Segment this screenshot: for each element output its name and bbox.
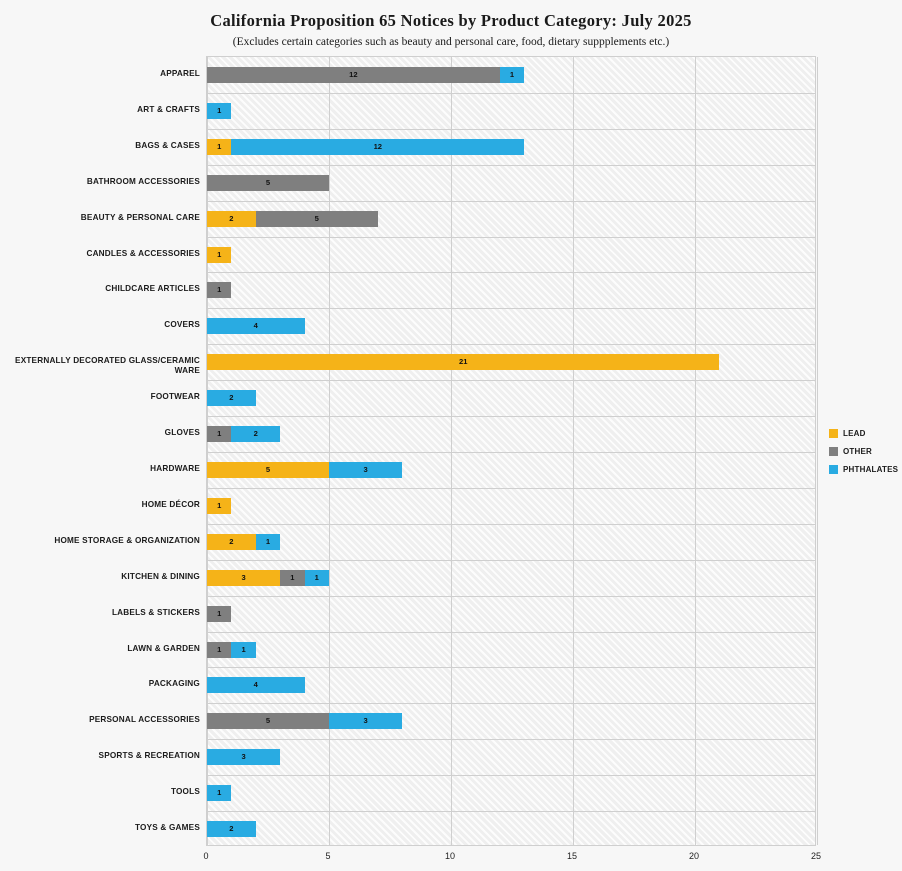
bar-value-label: 12	[349, 69, 358, 79]
bar-value-label: 21	[458, 357, 468, 367]
bar-segment	[207, 282, 231, 298]
bar-value-label: 5	[314, 213, 319, 223]
bar-segment	[207, 211, 256, 227]
axis-tick-label: 20	[688, 851, 700, 861]
category-label: BATHROOM ACCESSORIES	[86, 176, 200, 186]
axis-tick-label: 15	[566, 851, 578, 861]
bar-segment	[500, 67, 524, 83]
axis-tick-label: 0	[203, 851, 209, 861]
bar-row	[207, 713, 817, 749]
bar-segment	[207, 749, 280, 765]
bar-value-label: 1	[217, 429, 222, 439]
category-label: FOOTWEAR	[150, 392, 200, 402]
bar-row	[207, 677, 817, 713]
bar-segment	[207, 534, 256, 550]
bar-row	[207, 749, 817, 785]
bar-value-label: 2	[229, 824, 234, 834]
bar-segment	[207, 390, 256, 406]
bar-segment	[207, 103, 231, 119]
bar-segment	[207, 175, 329, 191]
category-label: PACKAGING	[148, 679, 200, 689]
bar-row	[207, 282, 817, 318]
category-label: ART & CRAFTS	[137, 104, 200, 114]
bar-value-label: 1	[217, 285, 222, 295]
bar-value-label: 1	[290, 572, 295, 582]
category-label: KITCHEN & DINING	[121, 571, 200, 581]
plot-area	[206, 56, 816, 846]
bar-segment	[231, 642, 255, 658]
category-label: TOYS & GAMES	[134, 823, 200, 833]
bar-value-label: 5	[265, 716, 271, 726]
category-label: BEAUTY & PERSONAL CARE	[80, 212, 200, 222]
legend-label: OTHER	[843, 446, 872, 456]
bar-row	[207, 318, 817, 354]
category-label: CANDLES & ACCESSORIES	[86, 248, 200, 258]
bar-value-label: 12	[373, 141, 383, 151]
category-label: HARDWARE	[150, 463, 200, 473]
legend-item[interactable]	[829, 460, 899, 478]
bar-row	[207, 426, 817, 462]
bar-segment	[207, 785, 231, 801]
category-label: CHILDCARE ARTICLES	[105, 284, 200, 294]
category-label: BAGS & CASES	[135, 140, 200, 150]
bar-value-label: 1	[217, 249, 222, 259]
category-label: GLOVES	[164, 428, 200, 438]
bar-value-label: 4	[253, 321, 258, 331]
bar-value-label: 1	[314, 572, 319, 582]
category-axis-labels	[0, 56, 205, 846]
bar-value-label: 3	[363, 464, 368, 474]
bar-row	[207, 642, 817, 678]
bar-segment	[207, 247, 231, 263]
bar-value-label: 3	[241, 752, 246, 762]
bar-value-label: 5	[265, 177, 271, 187]
axis-tick-label: 25	[810, 851, 822, 861]
category-label: APPAREL	[160, 68, 200, 78]
legend-item[interactable]	[829, 424, 899, 442]
bar-segment	[305, 570, 329, 586]
bar-value-label: 1	[217, 141, 222, 151]
bar-row	[207, 67, 817, 103]
category-label: HOME DÉCOR	[141, 499, 200, 509]
bar-segment	[256, 211, 378, 227]
bar-value-label: 1	[265, 536, 271, 546]
bar-value-label: 2	[229, 393, 234, 403]
bar-row	[207, 175, 817, 211]
bar-value-label: 4	[253, 680, 258, 690]
bar-segment	[207, 318, 305, 334]
bar-row	[207, 103, 817, 139]
bar-segment	[207, 677, 305, 693]
category-label: COVERS	[164, 320, 200, 330]
bar-segment	[207, 354, 719, 370]
bar-value-label: 1	[217, 500, 222, 510]
bar-value-label: 3	[241, 572, 246, 582]
bar-value-label: 1	[509, 69, 515, 79]
category-label: LABELS & STICKERS	[111, 607, 200, 617]
bar-row	[207, 247, 817, 283]
bar-row	[207, 139, 817, 175]
bar-row	[207, 570, 817, 606]
bar-segment	[231, 139, 524, 155]
chart-legend	[829, 424, 899, 478]
bar-segment	[231, 426, 280, 442]
bar-value-label: 1	[217, 105, 222, 115]
bar-segment	[207, 821, 256, 837]
bar-segment	[207, 462, 329, 478]
bar-value-label: 2	[229, 536, 234, 546]
category-label: TOOLS	[170, 787, 200, 797]
bar-segment	[207, 67, 500, 83]
bar-value-label: 1	[217, 608, 222, 618]
category-label: PERSONAL ACCESSORIES	[89, 715, 200, 725]
bar-row	[207, 354, 817, 390]
value-axis	[203, 847, 822, 871]
bar-segment	[207, 642, 231, 658]
bar-row	[207, 462, 817, 498]
bar-row	[207, 534, 817, 570]
chart-title: California Proposition 65 Notices by Product Category: July 2025	[210, 11, 692, 30]
plot-wrapper	[0, 56, 902, 861]
chart-subtitle: (Excludes certain categories such as beauty and personal care, food, dietary suppplements etc.)	[232, 36, 670, 48]
category-label: EXTERNALLY DECORATED GLASS/CERAMIC WARE	[15, 356, 200, 376]
legend-label: LEAD	[843, 428, 866, 438]
axis-tick-label: 10	[444, 851, 456, 861]
legend-label: PHTHALATES	[843, 464, 899, 474]
bar-segment	[280, 570, 304, 586]
bar-value-label: 2	[253, 429, 258, 439]
bar-segment	[329, 462, 402, 478]
legend-swatch	[829, 447, 838, 456]
bar-segment	[207, 426, 231, 442]
category-label: SPORTS & RECREATION	[98, 751, 200, 761]
axis-tick-label: 5	[325, 851, 331, 861]
bar-row	[207, 785, 817, 821]
bar-segment	[207, 606, 231, 622]
bar-value-label: 3	[363, 716, 368, 726]
bar-row	[207, 606, 817, 642]
bar-value-label: 1	[217, 788, 222, 798]
category-label: HOME STORAGE & ORGANIZATION	[54, 535, 200, 545]
legend-swatch	[829, 429, 838, 438]
bar-value-label: 1	[217, 644, 222, 654]
category-label: LAWN & GARDEN	[127, 643, 200, 653]
bar-row	[207, 211, 817, 247]
bar-segment	[256, 534, 280, 550]
legend-item[interactable]	[829, 442, 899, 460]
bar-segment	[207, 570, 280, 586]
bar-value-label: 2	[229, 213, 234, 223]
bar-segment	[207, 139, 231, 155]
bar-segment	[207, 498, 231, 514]
gridline-vertical	[817, 57, 818, 845]
bar-segment	[207, 713, 329, 729]
bar-row	[207, 498, 817, 534]
bar-value-label: 5	[265, 464, 271, 474]
bar-value-label: 1	[241, 644, 246, 654]
bar-row	[207, 390, 817, 426]
legend-swatch	[829, 465, 838, 474]
bar-segment	[329, 713, 402, 729]
